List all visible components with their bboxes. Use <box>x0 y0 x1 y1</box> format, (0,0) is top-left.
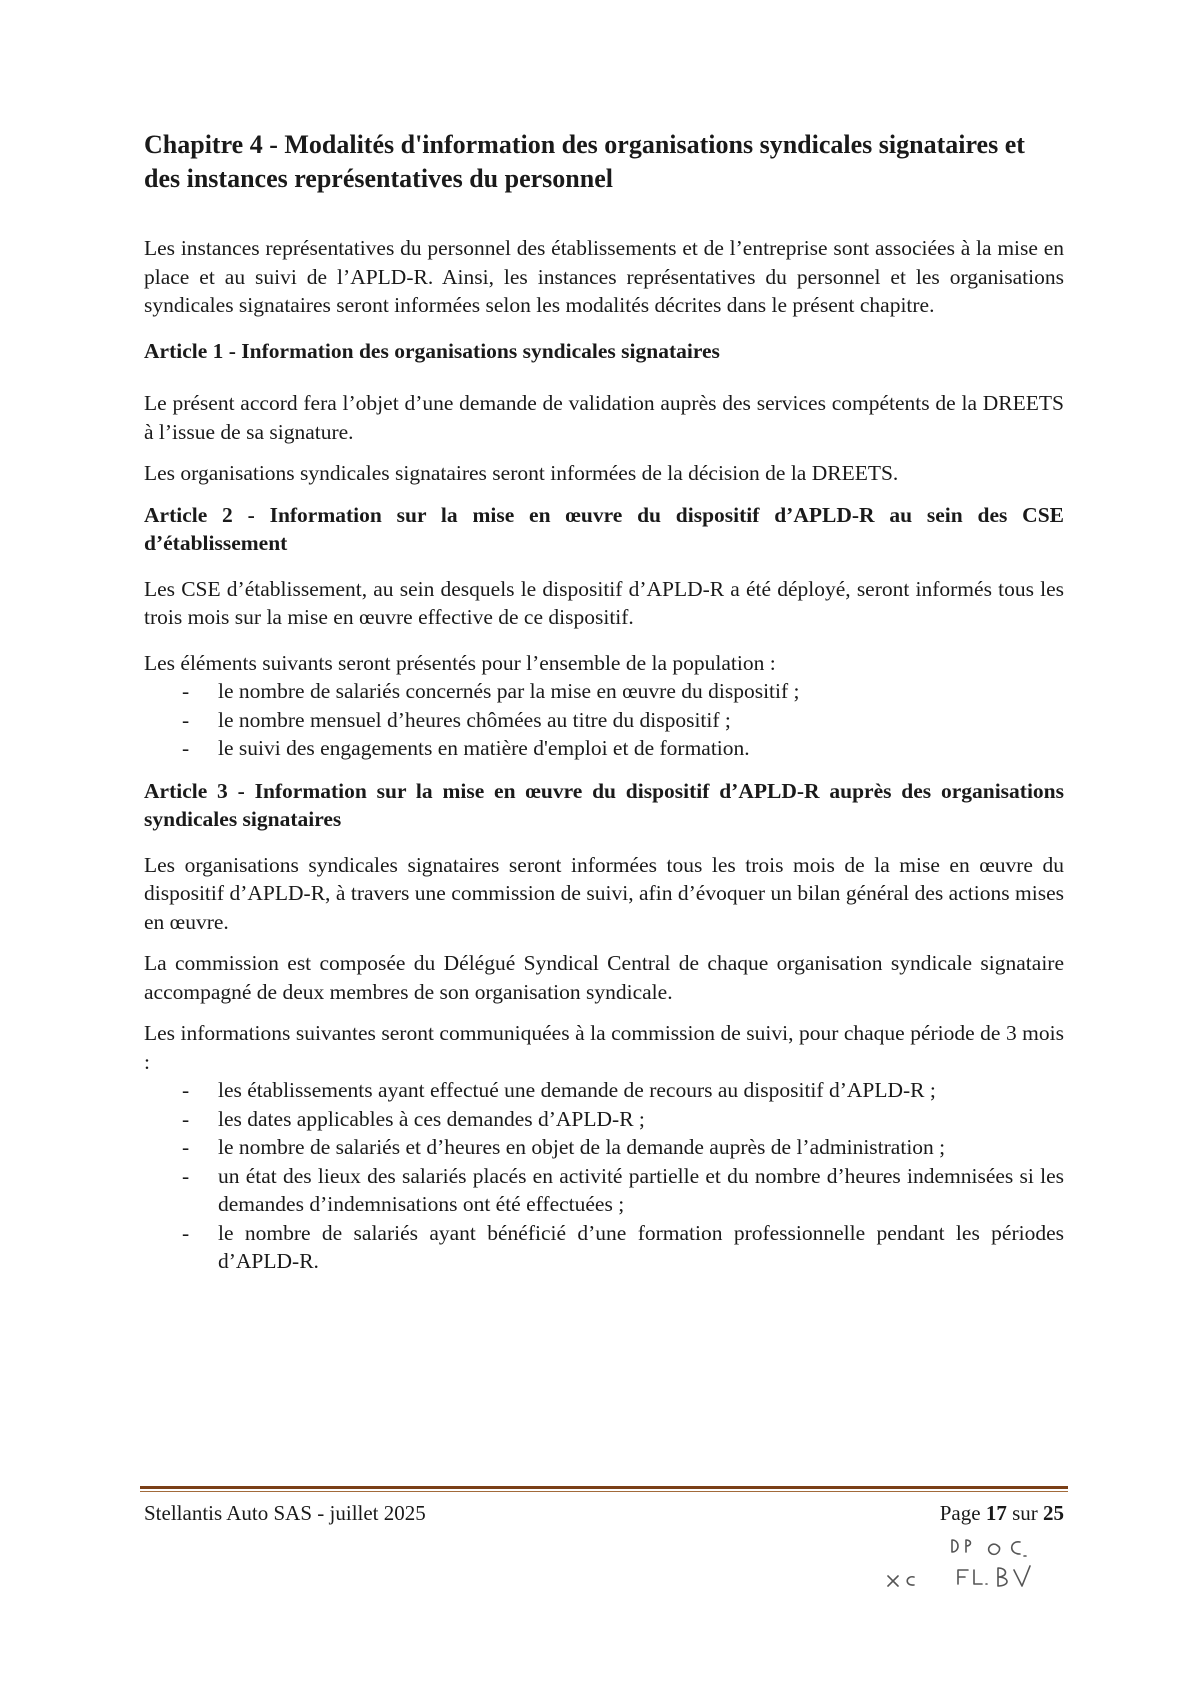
dash-marker: - <box>182 1106 190 1131</box>
article-3-paragraph-3: Les informations suivantes seront communiquées à la commission de suivi, pour chaque période de 3 mois : <box>144 1021 1064 1074</box>
list-item: - un état des lieux des salariés placés en activité partielle et du nombre d’heures indemnisées si les demandes d’indemnisations ont été effectuées ; <box>182 1163 1064 1216</box>
initials-fl <box>958 1570 987 1584</box>
page-content <box>144 128 1064 1276</box>
page-number: Page 17 sur 25 <box>939 1501 1064 1525</box>
article-3-title: Article 3 - Information sur la mise en œuvre du dispositif d’APLD-R auprès des organisations syndicales signataires <box>144 778 1064 831</box>
footer-divider <box>140 1486 1068 1492</box>
article-2-list <box>144 677 1064 763</box>
initials-dp <box>952 1540 971 1552</box>
list-item: - le nombre de salariés concernés par la mise en œuvre du dispositif ; <box>144 677 1064 706</box>
intro-paragraph: Les instances représentatives du personnel des établissements et de l’entreprise sont associées à la mise en place et au suivi de l’APLD-R. Ainsi, les instances représentatives du personnel et les organisations syndicales signataires seront informées selon les modalités décrites dans le présent chapitre. <box>144 236 1064 317</box>
list-item: - les dates applicables à ces demandes d’APLD-R ; <box>144 1105 1064 1134</box>
list-item: - le nombre de salariés ayant bénéficié d’une formation professionnelle pendant les périodes d’APLD-R. <box>182 1220 1064 1273</box>
article-1-title: Article 1 - Information des organisations syndicales signataires <box>144 338 720 363</box>
dash-marker: - <box>182 1220 190 1245</box>
list-item: - le nombre de salariés et d’heures en objet de la demande auprès de l’administration ; <box>144 1133 1064 1162</box>
list-item: - les établissements ayant effectué une demande de recours au dispositif d’APLD-R ; <box>144 1076 1064 1105</box>
total-pages: 25 <box>1043 1501 1064 1525</box>
footer-rule-thin <box>140 1491 1068 1492</box>
initials-bv <box>998 1566 1030 1586</box>
list-item: - le suivi des engagements en matière d'emploi et de formation. <box>144 734 1064 763</box>
dash-marker: - <box>182 1163 190 1188</box>
handwritten-initials <box>880 1528 1060 1598</box>
initials-xc <box>888 1576 914 1586</box>
dash-marker: - <box>182 1135 190 1159</box>
current-page: 17 <box>985 1501 1007 1525</box>
article-2-paragraph-1: Les CSE d’établissement, au sein desquels le dispositif d’APLD-R a été déployé, seront informés tous les trois mois sur la mise en œuvre effective de ce dispositif. <box>144 576 1064 629</box>
article-1-paragraph-2: Les organisations syndicales signataires seront informées de la décision de la DREETS. <box>144 461 899 485</box>
article-3-list <box>144 1076 1064 1276</box>
chapter-title: Chapitre 4 - Modalités d'information des organisations syndicales signataires et des instances représentatives du personnel <box>144 130 1025 193</box>
list-item: - le nombre mensuel d’heures chômées au titre du dispositif ; <box>144 706 1064 735</box>
dash-marker: - <box>182 707 190 732</box>
article-3-paragraph-2: La commission est composée du Délégué Syndical Central de chaque organisation syndicale signataire accompagné de deux membres de son organisation syndicale. <box>144 951 1064 1004</box>
article-2-title: Article 2 - Information sur la mise en œuvre du dispositif d’APLD-R au sein des CSE d’établissement <box>144 502 1064 555</box>
dash-marker: - <box>182 679 190 703</box>
article-2-paragraph-2: Les éléments suivants seront présentés pour l’ensemble de la population : <box>144 650 776 675</box>
article-1-paragraph-1: Le présent accord fera l’objet d’une demande de validation auprès des services compétents de la DREETS à l’issue de sa signature. <box>144 391 1064 444</box>
footer-company-date: Stellantis Auto SAS - juillet 2025 <box>144 1501 426 1525</box>
article-3-paragraph-1: Les organisations syndicales signataires seront informées tous les trois mois de la mise en œuvre du dispositif d’APLD-R, à travers une commission de suivi, afin d’évoquer un bilan général des actions mises en œuvre. <box>144 852 1064 934</box>
dash-marker: - <box>182 1078 190 1102</box>
dash-marker: - <box>182 736 190 760</box>
initials-oc <box>989 1542 1026 1556</box>
